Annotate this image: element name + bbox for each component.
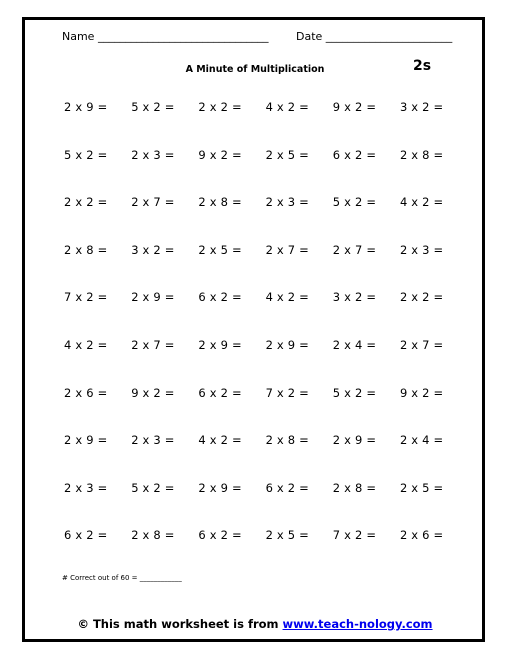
name-field-label: Name _______________________________ bbox=[62, 30, 269, 43]
multiplication-problem: 2 x 9 = bbox=[198, 480, 242, 495]
problem-row bbox=[64, 195, 464, 243]
footer-prefix: © This math worksheet is from bbox=[77, 617, 283, 631]
multiplication-problem: 4 x 2 = bbox=[198, 433, 242, 448]
multiplication-problem: 3 x 2 = bbox=[332, 290, 377, 305]
multiplication-problem: 2 x 8 = bbox=[198, 195, 242, 210]
problem-row bbox=[64, 148, 464, 196]
multiplication-problem: 2 x 4 = bbox=[332, 337, 377, 352]
multiplication-problem: 2 x 7 = bbox=[131, 195, 175, 210]
worksheet-title: A Minute of Multiplication bbox=[185, 64, 325, 75]
multiplication-problem: 2 x 9 = bbox=[198, 337, 242, 352]
multiplication-problem: 2 x 6 = bbox=[399, 528, 444, 543]
multiplication-problem: 2 x 5 = bbox=[399, 480, 444, 495]
multiplication-problem: 2 x 9 = bbox=[64, 433, 108, 448]
multiplication-problem: 2 x 2 = bbox=[399, 290, 444, 305]
problem-row bbox=[64, 481, 464, 529]
times-table-tag: 2s bbox=[413, 58, 432, 74]
multiplication-problem: 6 x 2 = bbox=[332, 147, 377, 162]
multiplication-problem: 6 x 2 = bbox=[64, 528, 108, 543]
multiplication-problem: 9 x 2 = bbox=[198, 147, 242, 162]
multiplication-problem: 9 x 2 = bbox=[332, 100, 377, 114]
multiplication-problem: 6 x 2 = bbox=[198, 290, 242, 305]
multiplication-problem: 2 x 4 = bbox=[399, 433, 444, 448]
multiplication-problem: 4 x 2 = bbox=[64, 337, 108, 352]
multiplication-problem: 4 x 2 = bbox=[265, 290, 310, 305]
multiplication-problem: 2 x 3 = bbox=[131, 433, 175, 448]
multiplication-problem: 2 x 8 = bbox=[64, 242, 108, 257]
multiplication-problem: 6 x 2 = bbox=[198, 385, 242, 400]
multiplication-problem: 2 x 8 = bbox=[399, 147, 444, 162]
problem-row bbox=[64, 290, 464, 338]
multiplication-problem: 5 x 2 = bbox=[131, 480, 175, 495]
multiplication-problem: 4 x 2 = bbox=[265, 100, 310, 114]
multiplication-problem: 2 x 9 = bbox=[332, 433, 377, 448]
multiplication-problem: 2 x 9 = bbox=[265, 337, 310, 352]
multiplication-problem: 2 x 8 = bbox=[332, 480, 377, 495]
multiplication-problem: 2 x 3 = bbox=[64, 480, 108, 495]
multiplication-problem: 2 x 3 = bbox=[399, 242, 444, 257]
multiplication-problem: 2 x 9 = bbox=[64, 100, 108, 114]
problem-row bbox=[64, 243, 464, 291]
multiplication-problem: 2 x 2 = bbox=[64, 195, 108, 210]
date-field-label: Date _______________________ bbox=[296, 30, 453, 43]
multiplication-problem: 3 x 2 = bbox=[131, 242, 175, 257]
multiplication-problem: 2 x 8 = bbox=[265, 433, 310, 448]
multiplication-problem: 9 x 2 = bbox=[399, 385, 444, 400]
multiplication-problem: 9 x 2 = bbox=[131, 385, 175, 400]
multiplication-problem: 2 x 3 = bbox=[265, 195, 310, 210]
multiplication-problem: 6 x 2 = bbox=[198, 528, 242, 543]
multiplication-problem: 7 x 2 = bbox=[64, 290, 108, 305]
multiplication-problem: 2 x 7 = bbox=[131, 337, 175, 352]
multiplication-problem: 7 x 2 = bbox=[332, 528, 377, 543]
multiplication-problem: 2 x 8 = bbox=[131, 528, 175, 543]
multiplication-problem: 2 x 2 = bbox=[198, 100, 242, 114]
multiplication-problem: 2 x 3 = bbox=[131, 147, 175, 162]
multiplication-problem: 2 x 5 = bbox=[265, 147, 310, 162]
multiplication-problem: 2 x 7 = bbox=[265, 242, 310, 257]
multiplication-problem: 2 x 6 = bbox=[64, 385, 108, 400]
multiplication-problem: 7 x 2 = bbox=[265, 385, 310, 400]
problem-row bbox=[64, 100, 464, 148]
problem-row bbox=[64, 528, 464, 576]
multiplication-problem: 5 x 2 = bbox=[131, 100, 175, 114]
multiplication-problem: 2 x 5 = bbox=[265, 528, 310, 543]
footer-credit bbox=[0, 617, 510, 631]
multiplication-problem: 2 x 5 = bbox=[198, 242, 242, 257]
teach-nology-link[interactable]: www.teach-nology.com bbox=[282, 617, 433, 631]
multiplication-problem: 2 x 7 = bbox=[332, 242, 377, 257]
problem-row bbox=[64, 338, 464, 386]
problem-row bbox=[64, 386, 464, 434]
score-line: # Correct out of 60 = ____________ bbox=[62, 574, 182, 582]
multiplication-problem: 3 x 2 = bbox=[399, 100, 444, 114]
problem-row bbox=[64, 433, 464, 481]
multiplication-problem: 5 x 2 = bbox=[332, 385, 377, 400]
multiplication-problem: 5 x 2 = bbox=[64, 147, 108, 162]
multiplication-problem: 2 x 9 = bbox=[131, 290, 175, 305]
problem-grid bbox=[64, 100, 464, 576]
multiplication-problem: 2 x 7 = bbox=[399, 337, 444, 352]
multiplication-problem: 4 x 2 = bbox=[399, 195, 444, 210]
multiplication-problem: 6 x 2 = bbox=[265, 480, 310, 495]
multiplication-problem: 5 x 2 = bbox=[332, 195, 377, 210]
